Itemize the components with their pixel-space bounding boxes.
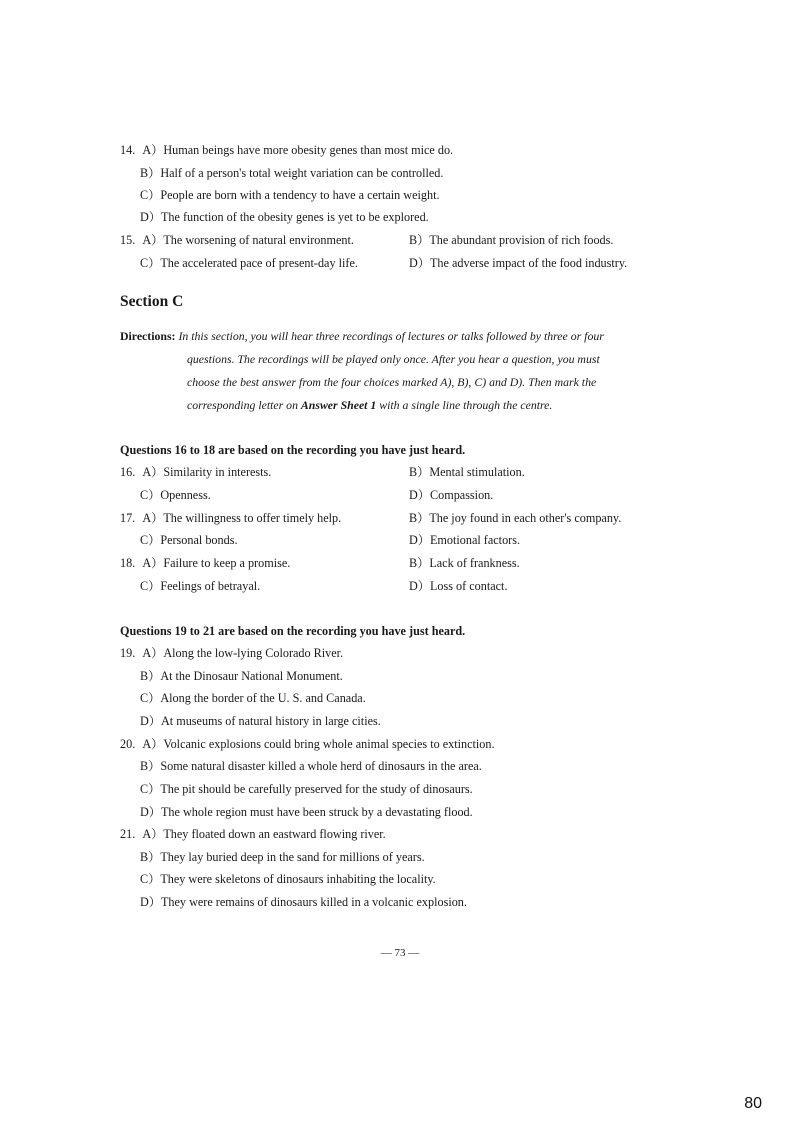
q17-option-b: B）The joy found in each other's company.: [409, 511, 622, 525]
q21-option-b: B）They lay buried deep in the sand for millions of years.: [140, 850, 425, 864]
q19-option-d: D）At museums of natural history in large cities.: [140, 714, 381, 728]
q18-option-c: C）Feelings of betrayal.: [140, 579, 261, 593]
q21-option-a: 21. A）They floated down an eastward flowing river.: [120, 827, 386, 841]
q18-option-a: 18. A）Failure to keep a promise.: [120, 556, 291, 570]
q15-number: 15.: [120, 233, 136, 247]
directions-label: Directions:: [120, 329, 176, 343]
q14-option-b: B）Half of a person's total weight variation can be controlled.: [140, 166, 444, 180]
q15-option-b: B）The abundant provision of rich foods.: [409, 233, 614, 247]
q20-option-a: 20. A）Volcanic explosions could bring whole animal species to extinction.: [120, 737, 495, 751]
q16-option-b: B）Mental stimulation.: [409, 465, 525, 479]
q20-option-d: D）The whole region must have been struck by a devastating flood.: [140, 805, 473, 819]
answer-sheet-ref: Answer Sheet 1: [300, 398, 377, 412]
q18-option-d: D）Loss of contact.: [409, 579, 508, 593]
q17-option-d: D）Emotional factors.: [409, 533, 521, 547]
directions-line-4: corresponding letter on Answer Sheet 1 with a single line through the centre.: [187, 398, 553, 412]
scan-page-number: 80: [744, 1095, 762, 1112]
q19-option-c: C）Along the border of the U. S. and Canada.: [140, 691, 366, 705]
q15-option-a: 15. A）The worsening of natural environment.: [120, 233, 354, 247]
q20-option-b: B）Some natural disaster killed a whole herd of dinosaurs in the area.: [140, 759, 482, 773]
directions-line-1: Directions: In this section, you will hear three recordings of lectures or talks followed by three or four: [120, 329, 604, 343]
q16-option-c: C）Openness.: [140, 488, 211, 502]
q19-option-a: 19. A）Along the low-lying Colorado River.: [120, 646, 344, 660]
q17-option-c: C）Personal bonds.: [140, 533, 238, 547]
q16-option-a: 16. A）Similarity in interests.: [120, 465, 272, 479]
q21-option-d: D）They were remains of dinosaurs killed in a volcanic explosion.: [140, 895, 467, 909]
q14-option-c: C）People are born with a tendency to have a certain weight.: [140, 188, 440, 202]
page-footer-number: — 73 —: [380, 947, 420, 959]
q15-option-d: D）The adverse impact of the food industry.: [409, 256, 628, 270]
q14-number: 14.: [120, 143, 136, 157]
q19-option-b: B）At the Dinosaur National Monument.: [140, 669, 343, 683]
q17-option-a: 17. A）The willingness to offer timely help.: [120, 511, 342, 525]
q15-option-c: C）The accelerated pace of present-day life.: [140, 256, 358, 270]
directions-line-3: choose the best answer from the four choices marked A), B), C) and D). Then mark the: [187, 375, 597, 389]
section-c-title: Section C: [120, 293, 184, 310]
group-1-heading: Questions 16 to 18 are based on the recording you have just heard.: [120, 443, 466, 457]
q21-option-c: C）They were skeletons of dinosaurs inhabiting the locality.: [140, 872, 436, 886]
q14-option-d: D）The function of the obesity genes is yet to be explored.: [140, 210, 429, 224]
q16-option-d: D）Compassion.: [409, 488, 494, 502]
group-2-heading: Questions 19 to 21 are based on the recording you have just heard.: [120, 624, 466, 638]
q20-option-c: C）The pit should be carefully preserved for the study of dinosaurs.: [140, 782, 473, 796]
q14-option-a: 14. A）Human beings have more obesity genes than most mice do.: [120, 143, 454, 157]
q18-option-b: B）Lack of frankness.: [409, 556, 520, 570]
directions-line-2: questions. The recordings will be played only once. After you hear a question, you must: [187, 352, 600, 366]
